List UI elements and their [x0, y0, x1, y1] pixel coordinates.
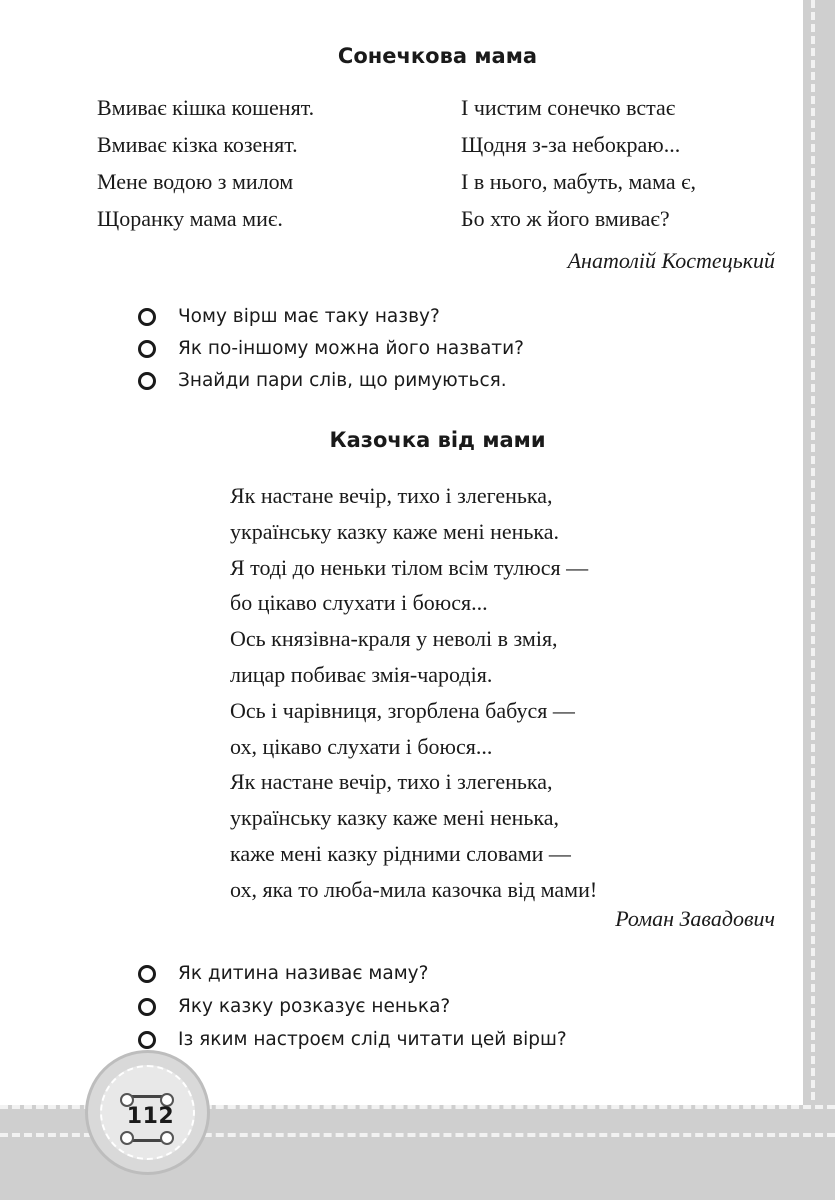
poem2-line: ох, цікаво слухати і боюся...	[230, 733, 493, 759]
poem2-line: Ось князівна-краля у неволі в змія,	[230, 626, 558, 652]
right-stitch-line	[811, 0, 815, 1100]
question-text: Із яким настроєм слід читати цей вірш?	[178, 1029, 567, 1050]
circle-bullet-icon	[138, 372, 156, 390]
poem2-line: Як настане вечір, тихо і злегенька,	[230, 769, 553, 795]
poem1-left-line: Вмиває кізка козенят.	[97, 132, 298, 157]
circle-bullet-icon	[138, 965, 156, 983]
right-border-strip	[803, 0, 835, 1200]
poem1-question	[138, 338, 524, 359]
poem2-line: каже мені казку рідними словами —	[230, 840, 571, 866]
question-text: Як по-іншому можна його назвати?	[178, 338, 524, 359]
poem2-line: Ось і чарівниця, згорблена бабуся —	[230, 697, 575, 723]
poem2-line: Як настане вечір, тихо і злегенька,	[230, 483, 553, 508]
question-text: Яку казку розказує ненька?	[178, 996, 451, 1017]
question-text: Як дитина називає маму?	[178, 963, 429, 984]
poem1-left-line: Щоранку мама миє.	[97, 206, 283, 231]
button-hole	[120, 1131, 134, 1145]
poem1-question	[138, 370, 507, 391]
poem1-right-line: І чистим сонечко встає	[461, 95, 676, 120]
page-number: 112	[126, 1104, 175, 1129]
poem2-title: Казочка від мами	[329, 428, 546, 452]
circle-bullet-icon	[138, 308, 156, 326]
poem1-left-line: Вмиває кішка кошенят.	[97, 95, 315, 120]
poem2-line: українську казку каже мені ненька,	[230, 805, 560, 831]
circle-bullet-icon	[138, 340, 156, 358]
poem2-question	[138, 963, 428, 984]
circle-bullet-icon	[138, 998, 156, 1016]
poem2-author: Роман Завадович	[615, 906, 775, 931]
button-hole	[160, 1131, 174, 1145]
poem2-body	[230, 478, 597, 908]
question-text: Чому вірш має таку назву?	[178, 306, 440, 327]
poem1-right-line: Щодня з-за небокраю...	[461, 132, 681, 157]
poem2-question	[138, 1029, 567, 1050]
poem1-right-line: Бо хто ж його вмиває?	[461, 206, 670, 231]
poem2-line: Я тоді до неньки тілом всім тулюся —	[230, 554, 589, 580]
question-text: Знайди пари слів, що римуються.	[178, 370, 507, 391]
poem2-line: українську казку каже мені ненька.	[230, 518, 560, 544]
button-icon	[85, 1050, 210, 1175]
poem1-author: Анатолій Костецький	[567, 248, 775, 273]
poem2-line: лицар побиває змія-чародія.	[230, 661, 493, 687]
poem1-left-line: Мене водою з милом	[97, 169, 294, 194]
poem2-line: бо цікаво слухати і боюся...	[230, 590, 488, 616]
poem2-question	[138, 996, 450, 1017]
poem1-question	[138, 306, 440, 327]
poem1-title: Сонечкова мама	[337, 44, 538, 68]
poem2-line: ох, яка то люба-мила казочка від мами!	[230, 876, 598, 902]
poem1-right-line: І в нього, мабуть, мама є,	[461, 169, 697, 194]
circle-bullet-icon	[138, 1031, 156, 1049]
